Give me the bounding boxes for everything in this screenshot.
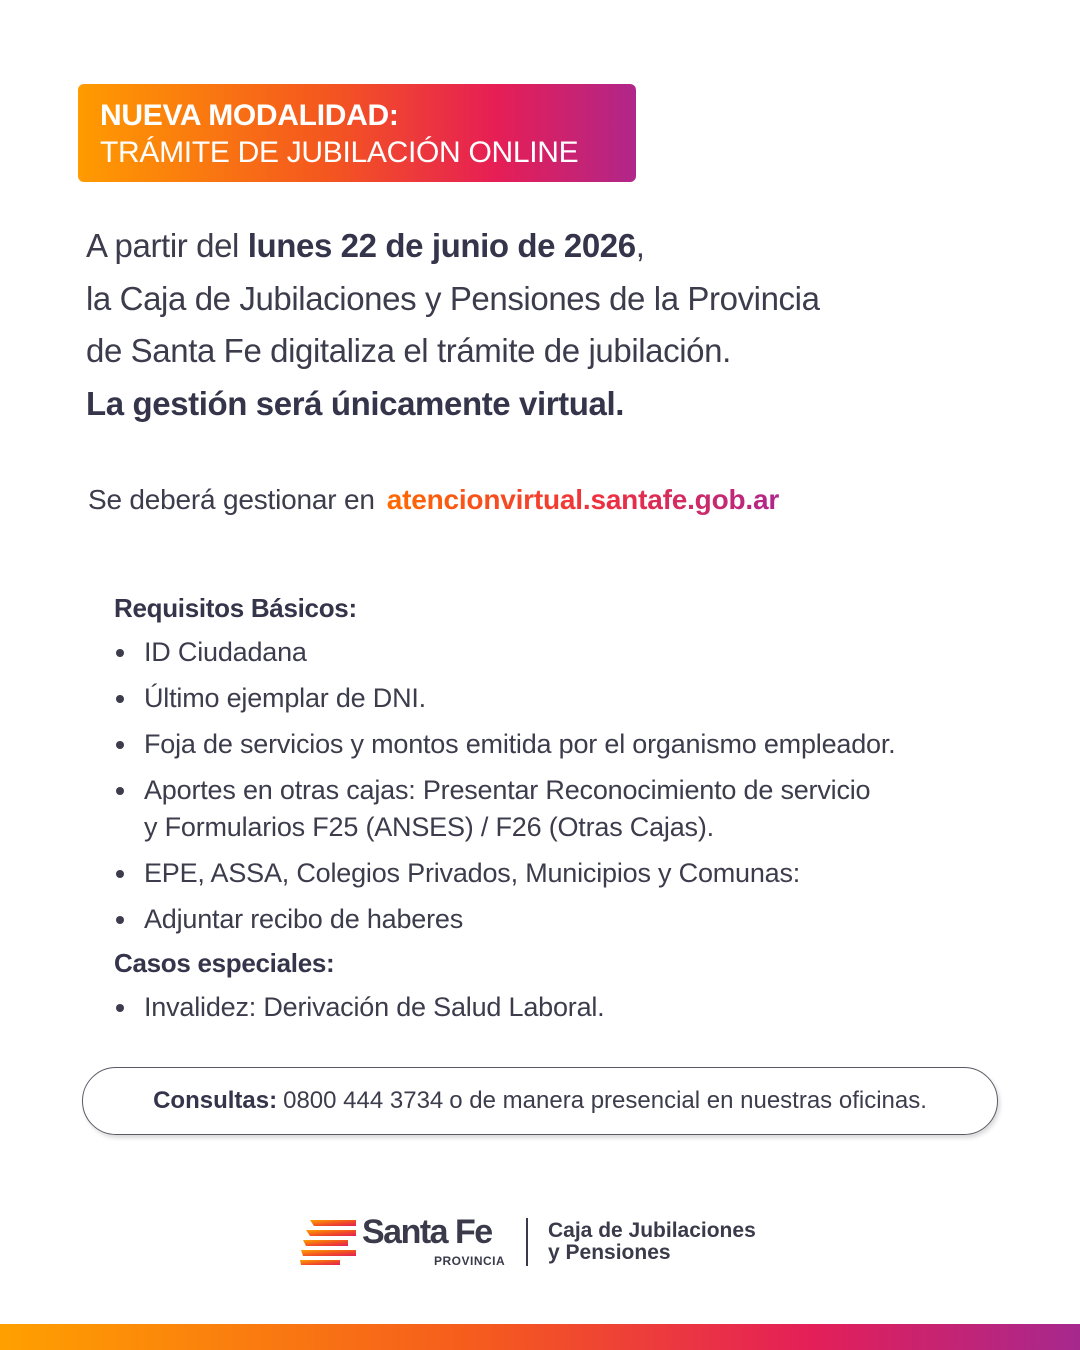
org-name [548,1220,756,1264]
list-item-text: Foja de servicios y montos emitida por el organismo empleador. [144,729,896,759]
brand-name: Santa Fe [362,1213,492,1251]
special-cases-list [114,989,994,1026]
list-item [114,855,994,892]
intro-line-1 [86,220,986,273]
list-item-text: Aportes en otras cajas: Presentar Reconocimiento de servicio [144,775,871,805]
intro-line-4 [86,378,986,431]
intro-date: lunes 22 de junio de 2026 [247,227,636,264]
portal-url-link[interactable]: atencionvirtual.santafe.gob.ar [386,484,780,515]
intro-comma: , [635,227,645,264]
intro-emphasis: La gestión será únicamente virtual. [86,384,625,422]
list-item [114,989,994,1026]
banner-subtitle: TRÁMITE DE JUBILACIÓN ONLINE [100,136,579,169]
contact-label: Consultas: [153,1087,278,1114]
list-item [114,772,994,846]
intro-line-2: la Caja de Jubilaciones y Pensiones de la Provincia [86,279,820,317]
list-item [114,901,994,938]
brand-subtitle: PROVINCIA [434,1254,506,1268]
banner-title: NUEVA MODALIDAD: [100,99,399,132]
contact-box [82,1067,998,1135]
list-item-text: EPE, ASSA, Colegios Privados, Municipios y Comunas: [144,858,801,888]
portal-line [88,480,779,520]
list-item-text-cont: y Formularios F25 (ANSES) / F26 (Otras Cajas). [144,812,714,842]
footer-divider [526,1218,528,1266]
intro-line-3: de Santa Fe digitaliza el trámite de jubilación. [86,332,731,369]
headline-banner [78,84,636,182]
org-name-line-1: Caja de Jubilaciones [548,1219,756,1242]
footer-logos [300,1210,800,1270]
contact-rest: o de manera presencial en nuestras oficinas. [449,1087,927,1114]
special-cases-heading: Casos especiales: [114,948,335,978]
contact-phone[interactable]: 0800 444 3734 [283,1087,444,1114]
bottom-gradient-bar [0,1324,1080,1350]
portal-prefix: Se deberá gestionar en [88,484,375,515]
list-item-text: Último ejemplar de DNI. [144,683,426,713]
requirements-section [114,588,994,1035]
intro-prefix: A partir del [86,227,248,264]
list-item [114,680,994,717]
org-name-line-2: y Pensiones [548,1241,671,1264]
requirements-list [114,634,994,938]
list-item [114,634,994,671]
requirements-heading: Requisitos Básicos: [114,593,357,623]
list-item [114,726,994,763]
santa-fe-logo-icon [300,1218,358,1266]
intro-text [86,220,986,430]
list-item-text: ID Ciudadana [144,637,307,667]
list-item-text: Invalidez: Derivación de Salud Laboral. [144,992,605,1022]
list-item-text: Adjuntar recibo de haberes [144,904,464,934]
